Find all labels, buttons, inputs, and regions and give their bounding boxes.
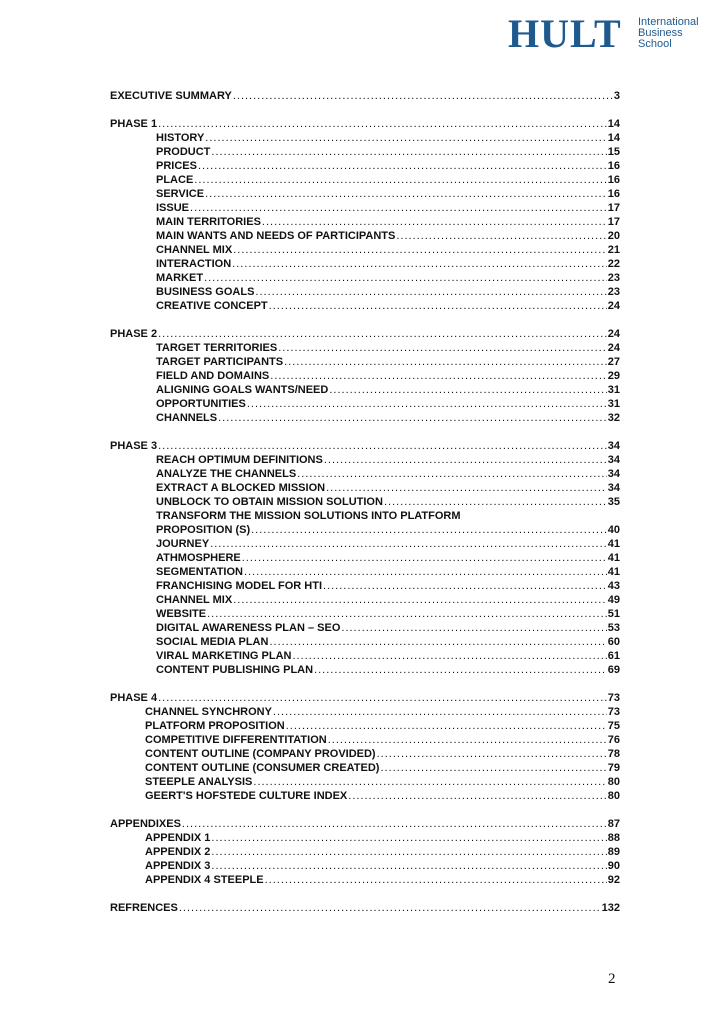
toc-page: 16 — [607, 160, 620, 172]
toc-entry[interactable] — [110, 397, 620, 411]
toc-leader — [273, 705, 607, 719]
toc-leader — [384, 495, 607, 509]
toc-label: STEEPLE ANALYSIS — [145, 776, 253, 788]
toc-leader — [286, 719, 607, 733]
toc-leader — [348, 789, 606, 803]
toc-leader — [396, 229, 606, 243]
toc-page: 53 — [607, 622, 620, 634]
toc-page: 35 — [607, 496, 620, 508]
toc-leader — [297, 467, 607, 481]
toc-label: ALIGNING GOALS WANTS/NEED — [156, 384, 329, 396]
toc-entry-phase-4[interactable] — [110, 691, 620, 705]
logo-line-2: Business — [638, 27, 683, 39]
toc-leader — [158, 691, 607, 705]
toc-leader — [255, 285, 606, 299]
toc-label: CREATIVE CONCEPT — [156, 300, 268, 312]
toc-page: 132 — [601, 902, 620, 914]
toc-label: PRODUCT — [156, 146, 211, 158]
toc-label: PHASE 4 — [110, 692, 158, 704]
toc-page: 51 — [607, 608, 620, 620]
toc-label: CHANNELS — [156, 412, 218, 424]
toc-entry[interactable] — [110, 859, 620, 873]
toc-entry[interactable] — [110, 635, 620, 649]
toc-leader — [326, 481, 607, 495]
toc-page: 34 — [607, 440, 620, 452]
toc-entry[interactable] — [110, 383, 620, 397]
toc-page: 49 — [607, 594, 620, 606]
toc-leader — [329, 383, 606, 397]
toc-label: ANALYZE THE CHANNELS — [156, 468, 297, 480]
toc-leader — [233, 593, 607, 607]
toc-page: 73 — [607, 706, 620, 718]
toc-label: DIGITAL AWARENESS PLAN – SEO — [156, 622, 341, 634]
toc-page: 24 — [607, 342, 620, 354]
toc-page: 23 — [607, 272, 620, 284]
toc-entry[interactable] — [110, 187, 620, 201]
toc-page: 69 — [607, 664, 620, 676]
toc-entry[interactable] — [110, 257, 620, 271]
toc-page: 43 — [607, 580, 620, 592]
toc-leader — [251, 523, 607, 537]
toc-entry-phase-3[interactable] — [110, 439, 620, 453]
toc-label: SERVICE — [156, 188, 205, 200]
toc-label: TARGET TERRITORIES — [156, 342, 278, 354]
toc-page: 3 — [613, 90, 620, 102]
toc-entry[interactable] — [110, 789, 620, 803]
toc-page: 76 — [607, 734, 620, 746]
table-of-contents — [110, 89, 620, 915]
toc-leader — [211, 845, 606, 859]
logo-subtitle — [638, 17, 699, 50]
toc-label: SOCIAL MEDIA PLAN — [156, 636, 269, 648]
toc-entry[interactable] — [110, 481, 620, 495]
toc-leader — [158, 439, 607, 453]
toc-page: 80 — [607, 790, 620, 802]
toc-label: APPENDIX 1 — [145, 832, 211, 844]
toc-page: 90 — [607, 860, 620, 872]
toc-leader — [328, 733, 607, 747]
logo-wordmark: HULT — [508, 11, 622, 56]
toc-page: 16 — [607, 188, 620, 200]
toc-entry[interactable] — [110, 341, 620, 355]
toc-leader — [207, 607, 607, 621]
toc-leader — [270, 369, 606, 383]
toc-leader — [278, 341, 607, 355]
toc-leader — [210, 537, 607, 551]
toc-page: 17 — [607, 216, 620, 228]
toc-leader — [211, 145, 606, 159]
toc-leader — [205, 131, 606, 145]
toc-label: CHANNEL MIX — [156, 244, 233, 256]
toc-page: 34 — [607, 454, 620, 466]
appendix-items — [110, 831, 620, 887]
toc-page: 14 — [607, 118, 620, 130]
toc-leader — [158, 327, 607, 341]
toc-page: 14 — [607, 132, 620, 144]
toc-leader — [190, 201, 607, 215]
toc-entry-references[interactable] — [110, 901, 620, 915]
toc-entry[interactable] — [110, 355, 620, 369]
toc-entry[interactable] — [110, 705, 620, 719]
hult-logo — [508, 11, 708, 56]
toc-page: 61 — [607, 650, 620, 662]
phase-3-items-a — [110, 453, 620, 509]
toc-page: 41 — [607, 552, 620, 564]
toc-label: BUSINESS GOALS — [156, 286, 255, 298]
toc-page: 31 — [607, 398, 620, 410]
toc-label: EXECUTIVE SUMMARY — [110, 90, 232, 102]
toc-entry[interactable] — [110, 145, 620, 159]
toc-leader — [242, 551, 607, 565]
toc-leader — [182, 817, 607, 831]
toc-leader — [323, 579, 607, 593]
toc-leader — [269, 635, 606, 649]
toc-entry[interactable] — [110, 173, 620, 187]
toc-leader — [211, 859, 606, 873]
toc-label: APPENDIX 2 — [145, 846, 211, 858]
toc-label: APPENDIXES — [110, 818, 181, 830]
toc-leader — [232, 257, 607, 271]
toc-label: PLACE — [156, 174, 194, 186]
toc-entry[interactable] — [110, 761, 620, 775]
toc-entry-phase-2[interactable] — [110, 327, 620, 341]
toc-leader — [269, 299, 607, 313]
toc-label: CHANNEL MIX — [156, 594, 233, 606]
toc-page: 88 — [607, 832, 620, 844]
phase-1-items — [110, 131, 620, 313]
toc-page: 20 — [607, 230, 620, 242]
toc-page: 17 — [607, 202, 620, 214]
toc-entry[interactable] — [110, 551, 620, 565]
toc-leader — [158, 117, 607, 131]
toc-leader — [262, 215, 607, 229]
toc-leader — [284, 355, 607, 369]
toc-label: APPENDIX 3 — [145, 860, 211, 872]
toc-leader — [265, 873, 607, 887]
toc-entry[interactable] — [110, 747, 620, 761]
toc-label: HISTORY — [156, 132, 205, 144]
toc-entry-transform-heading[interactable]: TRANSFORM THE MISSION SOLUTIONS INTO PLATFORM — [156, 510, 461, 522]
toc-leader — [292, 649, 606, 663]
toc-entry[interactable] — [110, 607, 620, 621]
toc-entry[interactable] — [110, 537, 620, 551]
toc-label: TARGET PARTICIPANTS — [156, 356, 284, 368]
toc-entry[interactable] — [110, 215, 620, 229]
logo-line-3: School — [638, 38, 672, 50]
toc-entry[interactable] — [110, 201, 620, 215]
toc-leader — [233, 89, 613, 103]
toc-leader — [341, 621, 606, 635]
toc-leader — [247, 397, 607, 411]
toc-page: 24 — [607, 300, 620, 312]
toc-entry-phase-1[interactable] — [110, 117, 620, 131]
toc-leader — [380, 761, 606, 775]
toc-entry[interactable] — [110, 159, 620, 173]
toc-label: INTERACTION — [156, 258, 232, 270]
toc-page: 41 — [607, 538, 620, 550]
toc-entry[interactable] — [110, 649, 620, 663]
page-number: 2 — [608, 971, 616, 987]
toc-page: 22 — [607, 258, 620, 270]
toc-label: MAIN WANTS AND NEEDS OF PARTICIPANTS — [156, 230, 396, 242]
phase-2-items — [110, 341, 620, 425]
toc-label: CONTENT OUTLINE (CONSUMER CREATED) — [145, 762, 380, 774]
toc-leader — [204, 271, 607, 285]
toc-entry[interactable] — [110, 453, 620, 467]
toc-entry[interactable] — [110, 775, 620, 789]
toc-page: 21 — [607, 244, 620, 256]
toc-entry[interactable] — [110, 523, 620, 537]
toc-leader — [324, 453, 607, 467]
toc-label: PROPOSITION (S) — [156, 524, 251, 536]
toc-page: 31 — [607, 384, 620, 396]
toc-label: COMPETITIVE DIFFERENTITATION — [145, 734, 327, 746]
toc-leader — [205, 187, 607, 201]
toc-entry[interactable] — [110, 593, 620, 607]
toc-label: CONTENT PUBLISHING PLAN — [156, 664, 314, 676]
toc-label: FIELD AND DOMAINS — [156, 370, 270, 382]
toc-label: ATHMOSPHERE — [156, 552, 241, 564]
toc-label: OPPORTUNITIES — [156, 398, 246, 410]
toc-leader — [377, 747, 607, 761]
toc-leader — [194, 173, 606, 187]
toc-label: PHASE 2 — [110, 328, 158, 340]
toc-entry-executive-summary[interactable] — [110, 89, 620, 103]
toc-entry[interactable] — [110, 271, 620, 285]
toc-page: 24 — [607, 328, 620, 340]
toc-label: CHANNEL SYNCHRONY — [145, 706, 272, 718]
logo-line-1: International — [638, 16, 699, 28]
toc-label: FRANCHISING MODEL FOR HTI — [156, 580, 323, 592]
toc-page: 87 — [607, 818, 620, 830]
phase-3-items-b — [110, 523, 620, 677]
toc-entry[interactable] — [110, 285, 620, 299]
toc-leader — [244, 565, 607, 579]
toc-entry[interactable] — [110, 229, 620, 243]
toc-entry[interactable] — [110, 467, 620, 481]
toc-entry[interactable] — [110, 299, 620, 313]
toc-label: APPENDIX 4 STEEPLE — [145, 874, 264, 886]
toc-label: PHASE 1 — [110, 118, 158, 130]
toc-label: WEBSITE — [156, 608, 207, 620]
toc-entry[interactable] — [110, 579, 620, 593]
toc-label: REFRENCES — [110, 902, 178, 914]
toc-page: 78 — [607, 748, 620, 760]
toc-leader — [198, 159, 607, 173]
toc-entry[interactable] — [110, 621, 620, 635]
toc-label: JOURNEY — [156, 538, 210, 550]
toc-entry[interactable] — [110, 243, 620, 257]
toc-page: 32 — [607, 412, 620, 424]
toc-entry[interactable] — [110, 411, 620, 425]
toc-page: 40 — [607, 524, 620, 536]
toc-page: 79 — [607, 762, 620, 774]
toc-page: 34 — [607, 468, 620, 480]
toc-entry[interactable] — [110, 845, 620, 859]
toc-label: MARKET — [156, 272, 204, 284]
toc-entry[interactable] — [110, 873, 620, 887]
toc-page: 75 — [607, 720, 620, 732]
toc-page: 23 — [607, 286, 620, 298]
toc-page: 92 — [607, 874, 620, 886]
toc-label: GEERT'S HOFSTEDE CULTURE INDEX — [145, 790, 348, 802]
toc-page: 41 — [607, 566, 620, 578]
toc-leader — [211, 831, 606, 845]
toc-leader — [233, 243, 607, 257]
toc-label: EXTRACT A BLOCKED MISSION — [156, 482, 326, 494]
toc-label: PRICES — [156, 160, 197, 172]
toc-page: 80 — [607, 776, 620, 788]
toc-entry[interactable] — [110, 565, 620, 579]
toc-label: PHASE 3 — [110, 440, 158, 452]
toc-label: PLATFORM PROPOSITION — [145, 720, 285, 732]
toc-entry[interactable] — [110, 663, 620, 677]
toc-label: MAIN TERRITORIES — [156, 216, 261, 228]
toc-entry-appendixes[interactable] — [110, 817, 620, 831]
toc-label: VIRAL MARKETING PLAN — [156, 650, 292, 662]
toc-entry[interactable] — [110, 733, 620, 747]
toc-page: 15 — [607, 146, 620, 158]
toc-entry[interactable] — [110, 831, 620, 845]
toc-label: CONTENT OUTLINE (COMPANY PROVIDED) — [145, 748, 376, 760]
toc-page: 34 — [607, 482, 620, 494]
toc-entry[interactable] — [110, 369, 620, 383]
toc-page: 73 — [607, 692, 620, 704]
toc-page: 27 — [607, 356, 620, 368]
toc-label: ISSUE — [156, 202, 190, 214]
toc-label: UNBLOCK TO OBTAIN MISSION SOLUTION — [156, 496, 383, 508]
toc-leader — [314, 663, 607, 677]
toc-entry[interactable] — [110, 719, 620, 733]
phase-4-items — [110, 705, 620, 803]
toc-label: SEGMENTATION — [156, 566, 243, 578]
toc-leader — [179, 901, 601, 915]
toc-leader — [253, 775, 606, 789]
toc-page: 89 — [607, 846, 620, 858]
toc-entry[interactable] — [110, 131, 620, 145]
toc-label: REACH OPTIMUM DEFINITIONS — [156, 454, 323, 466]
toc-leader — [218, 411, 607, 425]
toc-page: 60 — [607, 636, 620, 648]
toc-page: 16 — [607, 174, 620, 186]
toc-entry[interactable] — [110, 495, 620, 509]
toc-page: 29 — [607, 370, 620, 382]
